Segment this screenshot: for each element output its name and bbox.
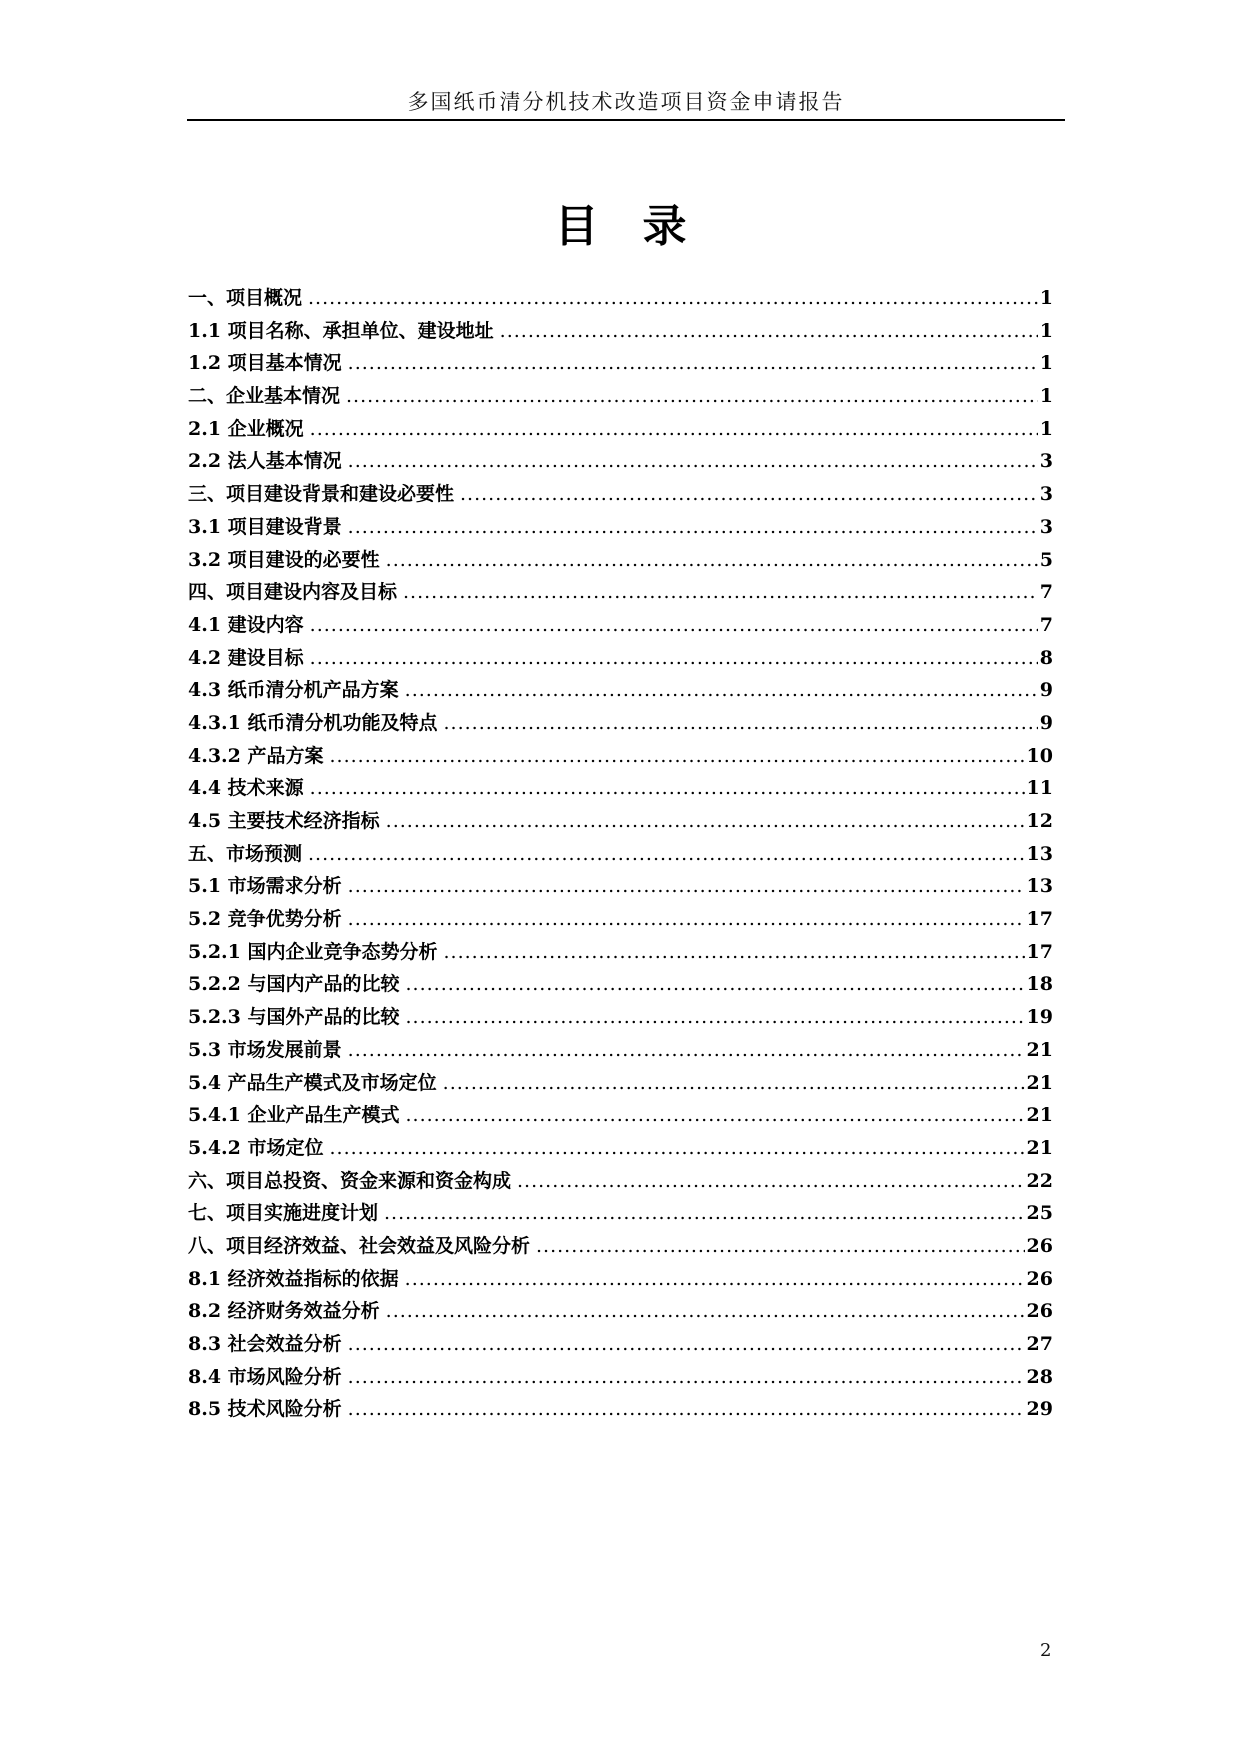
toc-dot-leader (500, 320, 1038, 342)
running-header: 多国纸币清分机技术改造项目资金申请报告 (407, 90, 845, 114)
toc-entry-label: 八、项目经济效益、社会效益及风险分析 (188, 1234, 531, 1257)
toc-entry[interactable] (188, 1264, 1053, 1297)
toc-dot-leader (348, 1039, 1025, 1061)
toc-entry-label: 5.2.1 国内企业竞争态势分析 (188, 940, 438, 963)
toc-entry-page: 1 (1039, 287, 1053, 309)
toc-entry-page: 29 (1026, 1398, 1053, 1421)
toc-entry-page: 21 (1026, 1104, 1053, 1127)
toc-entry[interactable] (188, 1198, 1053, 1231)
toc-entry-label: 1.1 项目名称、承担单位、建设地址 (188, 319, 494, 342)
toc-dot-leader (310, 647, 1038, 669)
toc-entry-label: 七、项目实施进度计划 (188, 1202, 379, 1225)
toc-dot-leader (460, 483, 1038, 505)
toc-entry-page: 8 (1039, 646, 1053, 669)
toc-dot-leader (330, 745, 1025, 767)
toc-entry-page: 13 (1026, 842, 1053, 865)
table-of-contents (188, 283, 1053, 1427)
toc-entry-page: 21 (1026, 1136, 1053, 1159)
toc-entry-label: 4.3 纸币清分机产品方案 (188, 679, 399, 702)
toc-dot-leader (406, 1104, 1025, 1126)
page-title: 目录 (554, 201, 731, 252)
toc-entry-label: 四、项目建设内容及目标 (188, 581, 398, 604)
toc-entry-page: 27 (1026, 1333, 1053, 1355)
toc-dot-leader (403, 581, 1038, 603)
toc-entry-label: 8.4 市场风险分析 (188, 1365, 342, 1388)
toc-entry[interactable] (188, 381, 1053, 414)
toc-entry-label: 5.4.2 市场定位 (188, 1136, 324, 1159)
toc-entry[interactable] (188, 741, 1053, 774)
toc-entry-label: 8.1 经济效益指标的依据 (188, 1267, 399, 1290)
toc-entry-page: 13 (1026, 875, 1053, 898)
toc-entry[interactable] (188, 545, 1053, 578)
toc-entry-page: 1 (1039, 417, 1053, 440)
toc-entry-page: 3 (1039, 483, 1053, 506)
toc-entry-label: 一、项目概况 (188, 287, 303, 309)
toc-entry-label: 2.1 企业概况 (188, 417, 304, 440)
toc-dot-leader (443, 1072, 1025, 1094)
toc-entry[interactable] (188, 316, 1053, 349)
toc-dot-leader (386, 1300, 1025, 1322)
toc-entry[interactable] (188, 773, 1053, 806)
toc-entry-label: 2.2 法人基本情况 (188, 450, 342, 473)
toc-dot-leader (386, 549, 1038, 571)
toc-entry[interactable] (188, 479, 1053, 512)
toc-entry-page: 22 (1026, 1169, 1053, 1192)
toc-entry-label: 8.3 社会效益分析 (188, 1333, 342, 1355)
toc-dot-leader (348, 875, 1025, 897)
toc-entry-label: 5.2.3 与国外产品的比较 (188, 1006, 400, 1029)
toc-entry[interactable] (188, 1329, 1053, 1362)
toc-entry[interactable] (188, 1394, 1053, 1427)
toc-entry-label: 六、项目总投资、资金来源和资金构成 (188, 1169, 512, 1192)
toc-entry[interactable] (188, 577, 1053, 610)
toc-dot-leader (517, 1170, 1025, 1192)
toc-entry-label: 5.2 竞争优势分析 (188, 908, 342, 931)
toc-entry[interactable] (188, 1035, 1053, 1068)
toc-entry[interactable] (188, 1166, 1053, 1199)
toc-entry[interactable] (188, 414, 1053, 447)
toc-entry-label: 5.4 产品生产模式及市场定位 (188, 1071, 437, 1094)
toc-entry[interactable] (188, 512, 1053, 545)
toc-entry-label: 4.4 技术来源 (188, 777, 304, 800)
toc-dot-leader (406, 1006, 1025, 1028)
toc-entry-label: 4.1 建设内容 (188, 613, 304, 636)
toc-entry[interactable] (188, 937, 1053, 970)
toc-entry[interactable] (188, 610, 1053, 643)
toc-dot-leader (310, 777, 1025, 799)
toc-entry[interactable] (188, 446, 1053, 479)
toc-entry-label: 4.2 建设目标 (188, 646, 304, 669)
toc-entry-page: 12 (1026, 810, 1053, 832)
toc-dot-leader (310, 418, 1038, 440)
toc-dot-leader (346, 385, 1038, 407)
toc-entry-label: 5.3 市场发展前景 (188, 1038, 342, 1061)
toc-entry-page: 25 (1026, 1202, 1053, 1225)
toc-entry-label: 5.1 市场需求分析 (188, 875, 342, 898)
toc-entry-page: 19 (1026, 1006, 1053, 1029)
toc-entry-label: 5.2.2 与国内产品的比较 (188, 973, 400, 996)
toc-dot-leader (444, 941, 1025, 963)
toc-entry-page: 11 (1026, 777, 1053, 800)
toc-entry-page: 18 (1026, 973, 1053, 996)
toc-entry[interactable] (188, 348, 1053, 381)
toc-entry[interactable] (188, 806, 1053, 839)
toc-entry-page: 21 (1026, 1038, 1053, 1061)
toc-entry[interactable] (188, 1068, 1053, 1101)
toc-entry-page: 10 (1026, 744, 1053, 767)
toc-entry-page: 17 (1026, 940, 1053, 963)
toc-entry-page: 5 (1039, 548, 1053, 571)
toc-entry-page: 21 (1026, 1071, 1053, 1094)
toc-entry-label: 三、项目建设背景和建设必要性 (188, 483, 455, 506)
toc-entry[interactable] (188, 871, 1053, 904)
toc-entry[interactable] (188, 643, 1053, 676)
toc-dot-leader (310, 614, 1038, 636)
toc-entry[interactable] (188, 675, 1053, 708)
toc-entry-label: 8.5 技术风险分析 (188, 1398, 342, 1421)
toc-entry-label: 二、企业基本情况 (188, 385, 341, 408)
toc-entry-label: 4.3.1 纸币清分机功能及特点 (188, 711, 438, 734)
toc-entry-page: 1 (1039, 319, 1053, 342)
toc-entry[interactable] (188, 1133, 1053, 1166)
toc-dot-leader (386, 810, 1025, 832)
toc-entry[interactable] (188, 839, 1053, 872)
header-divider (187, 119, 1065, 121)
toc-entry-page: 3 (1039, 450, 1053, 473)
toc-dot-leader (384, 1202, 1025, 1224)
toc-entry-page: 1 (1039, 385, 1053, 408)
toc-entry[interactable] (188, 1231, 1053, 1264)
toc-dot-leader (348, 1333, 1025, 1355)
toc-entry[interactable] (188, 1296, 1053, 1329)
toc-entry[interactable] (188, 1362, 1053, 1395)
toc-entry-page: 7 (1039, 613, 1053, 636)
toc-entry-label: 3.1 项目建设背景 (188, 515, 342, 538)
toc-entry-page: 17 (1026, 908, 1053, 931)
toc-dot-leader (330, 1137, 1025, 1159)
toc-entry-page: 28 (1026, 1365, 1053, 1388)
toc-entry-label: 8.2 经济财务效益分析 (188, 1300, 380, 1323)
toc-entry-label: 5.4.1 企业产品生产模式 (188, 1104, 400, 1127)
toc-dot-leader (348, 450, 1038, 472)
toc-entry-page: 3 (1039, 515, 1053, 538)
toc-entry-page: 26 (1026, 1267, 1053, 1290)
toc-entry-page: 26 (1026, 1234, 1053, 1257)
toc-entry-page: 9 (1039, 711, 1053, 734)
toc-entry[interactable] (188, 283, 1053, 316)
toc-dot-leader (348, 1366, 1025, 1388)
toc-dot-leader (348, 516, 1038, 538)
toc-dot-leader (348, 908, 1025, 930)
toc-dot-leader (348, 352, 1038, 374)
page-number: 2 (1040, 1640, 1052, 1661)
toc-entry-page: 26 (1026, 1300, 1053, 1323)
toc-dot-leader (308, 843, 1025, 865)
toc-entry-page: 1 (1039, 352, 1053, 375)
toc-entry[interactable] (188, 969, 1053, 1002)
toc-entry-page: 9 (1039, 679, 1053, 702)
toc-dot-leader (405, 1268, 1025, 1290)
toc-entry-label: 4.5 主要技术经济指标 (188, 810, 380, 832)
toc-entry[interactable] (188, 1100, 1053, 1133)
toc-entry[interactable] (188, 1002, 1053, 1035)
toc-entry[interactable] (188, 904, 1053, 937)
toc-dot-leader (348, 1398, 1025, 1420)
toc-dot-leader (405, 679, 1038, 701)
toc-entry-label: 五、市场预测 (188, 842, 303, 865)
toc-entry-label: 3.2 项目建设的必要性 (188, 548, 380, 571)
toc-dot-leader (406, 973, 1025, 995)
toc-dot-leader (536, 1235, 1025, 1257)
toc-entry-label: 4.3.2 产品方案 (188, 744, 324, 767)
toc-dot-leader (444, 712, 1038, 734)
toc-entry-label: 1.2 项目基本情况 (188, 352, 342, 375)
toc-dot-leader (308, 287, 1038, 309)
toc-entry-page: 7 (1039, 581, 1053, 604)
toc-entry[interactable] (188, 708, 1053, 741)
